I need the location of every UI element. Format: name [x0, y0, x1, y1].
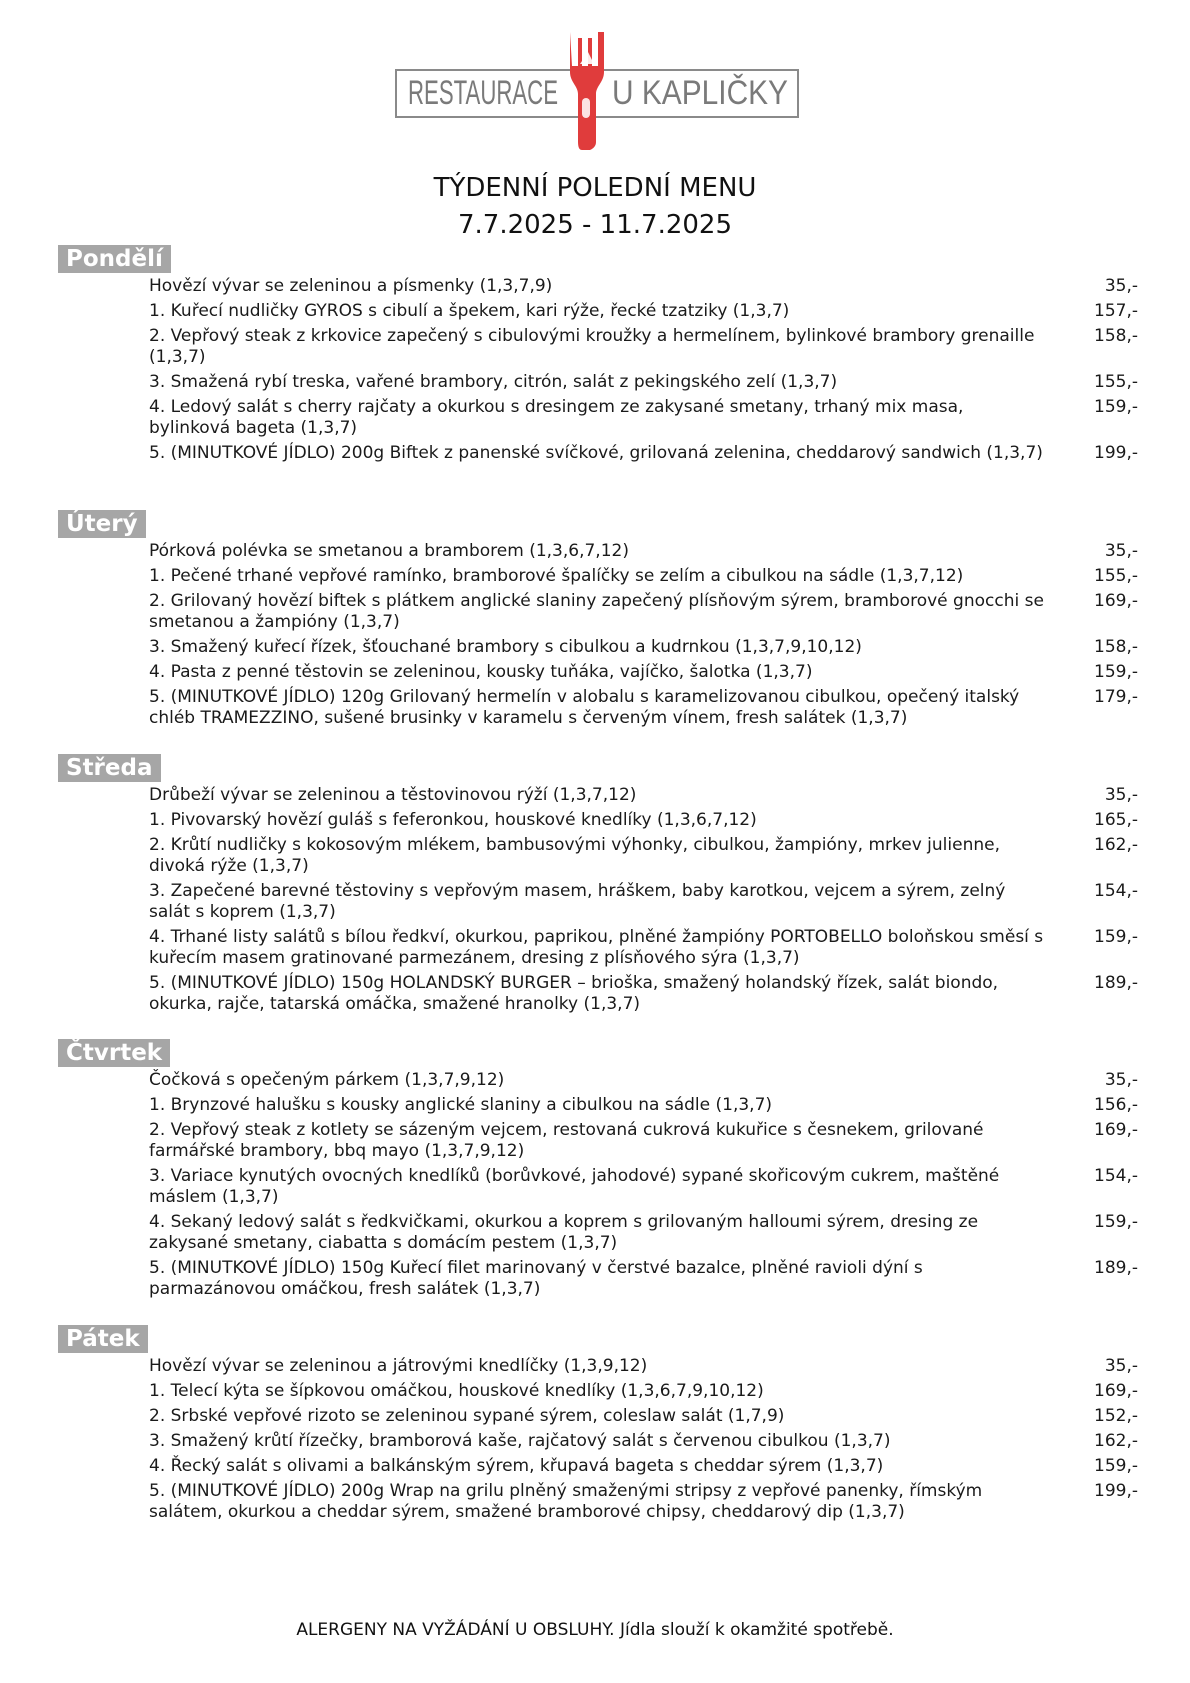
menu-item-name: 5. (MINUTKOVÉ JÍDLO) 150g Kuřecí filet marinovaný v čerstvé bazalce, plněné ravioli dýní s parmazánovou omáčkou, fresh salátek (1,3,7): [149, 1258, 923, 1299]
menu-item-price: 35,-: [1104, 785, 1138, 805]
day-label: Čtvrtek: [58, 1039, 170, 1067]
menu-item-list: [149, 1356, 1138, 1523]
menu-item-name: 1. Pivovarský hovězí guláš s feferonkou, houskové knedlíky (1,3,6,7,12): [149, 810, 757, 830]
menu-item: [149, 1481, 1138, 1523]
menu-item-price: 169,-: [1094, 1381, 1138, 1401]
day-label: Pondělí: [58, 245, 171, 273]
menu-item-name: 4. Řecký salát s olivami a balkánským sýrem, křupavá bageta s cheddar sýrem (1,3,7): [149, 1456, 884, 1476]
menu-item-name: 3. Variace kynutých ovocných knedlíků (borůvkové, jahodové) sypané skořicovým cukrem, maštěné máslem (1,3,7): [149, 1166, 1000, 1207]
menu-item-price: 154,-: [1094, 1166, 1138, 1186]
menu-item: [149, 637, 1138, 658]
menu-item-name: 3. Zapečené barevné těstoviny s vepřovým masem, hráškem, baby karotkou, vejcem a sýrem, zelný salát s koprem (1,3,7): [149, 881, 1006, 922]
menu-item-price: 199,-: [1094, 1481, 1138, 1501]
menu-item-name: 1. Brynzové halušku s kousky anglické slaniny a cibulkou na sádle (1,3,7): [149, 1095, 773, 1115]
menu-item-name: Hovězí vývar se zeleninou a písmenky (1,3,7,9): [149, 276, 553, 296]
day-section: [58, 510, 1138, 733]
menu-item-name: 4. Trhané listy salátů s bílou ředkví, okurkou, paprikou, plněné žampióny PORTOBELLO boloňskou směsí s kuřecím masem gratinované parmezánem, dresing z plísňového sýra (1,3,7): [149, 927, 1044, 968]
menu-item: [149, 1431, 1138, 1452]
menu-item-list: [149, 276, 1138, 464]
menu-item-name: 4. Ledový salát s cherry rajčaty a okurkou s dresingem ze zakysané smetany, trhaný mix masa, bylinková bageta (1,3,7): [149, 397, 964, 438]
menu-date-range: 7.7.2025 - 11.7.2025: [457, 210, 732, 240]
menu-item-price: 159,-: [1094, 662, 1138, 682]
menu-item: [149, 372, 1138, 393]
menu-item: [149, 1070, 1138, 1091]
day-section: [58, 1039, 1138, 1304]
menu-item: [149, 397, 1138, 439]
menu-item: [149, 881, 1138, 923]
menu-item-price: 35,-: [1104, 1070, 1138, 1090]
logo-text-right: U KAPLIČKY: [612, 74, 788, 112]
menu-item-name: 3. Smažený kuřecí řízek, šťouchané brambory s cibulkou a kudrnkou (1,3,7,9,10,12): [149, 637, 862, 657]
menu-item-name: 2. Grilovaný hovězí biftek s plátkem anglické slaniny zapečený plísňovým sýrem, bramborové gnocchi se smetanou a žampióny (1,3,7): [149, 591, 1044, 632]
menu-item-price: 162,-: [1094, 1431, 1138, 1451]
menu-item: [149, 1120, 1138, 1162]
menu-item: [149, 1356, 1138, 1377]
restaurant-logo: [394, 24, 804, 150]
menu-item-name: 5. (MINUTKOVÉ JÍDLO) 200g Biftek z panenské svíčkové, grilovaná zelenina, cheddarový sandwich (1,3,7): [149, 443, 1043, 463]
day-section: [58, 1325, 1138, 1527]
menu-item: [149, 835, 1138, 877]
menu-item-price: 199,-: [1094, 443, 1138, 463]
menu-item-name: 1. Pečené trhané vepřové ramínko, bramborové špalíčky se zelím a cibulkou na sádle (1,3,7,12): [149, 566, 964, 586]
logo-text-left: RESTAURACE: [408, 74, 558, 112]
menu-item: [149, 687, 1138, 729]
menu-item: [149, 326, 1138, 368]
menu-item: [149, 541, 1138, 562]
day-section: [58, 245, 1138, 468]
menu-item-list: [149, 1070, 1138, 1300]
menu-item: [149, 1406, 1138, 1427]
menu-item-price: 154,-: [1094, 881, 1138, 901]
menu-item-price: 35,-: [1104, 276, 1138, 296]
menu-item: [149, 810, 1138, 831]
menu-item-name: 3. Smažený krůtí řízečky, bramborová kaše, rajčatový salát s červenou cibulkou (1,3,7): [149, 1431, 891, 1451]
menu-title-line1: TÝDENNÍ POLEDNÍ MENU: [433, 173, 757, 203]
menu-item: [149, 591, 1138, 633]
menu-item-price: 156,-: [1094, 1095, 1138, 1115]
menu-item-price: 35,-: [1104, 541, 1138, 561]
menu-item-price: 169,-: [1094, 1120, 1138, 1140]
menu-item-name: 5. (MINUTKOVÉ JÍDLO) 150g HOLANDSKÝ BURGER – brioška, smažený holandský řízek, salát biondo, okurka, rajče, tatarská omáčka, smažené hranolky (1,3,7): [149, 973, 999, 1014]
menu-item-name: 5. (MINUTKOVÉ JÍDLO) 200g Wrap na grilu plněný smaženými stripsy z vepřové panenky, římským salátem, okurkou a cheddar sýrem, smažené bramborové chipsy, cheddarový dip (1,3,7): [149, 1481, 983, 1522]
menu-item-list: [149, 541, 1138, 729]
menu-item-price: 155,-: [1094, 566, 1138, 586]
menu-item-name: 2. Krůtí nudličky s kokosovým mlékem, bambusovými výhonky, cibulkou, žampióny, mrkev julienne, divoká rýže (1,3,7): [149, 835, 1000, 876]
allergen-footer-note: ALERGENY NA VYŽÁDÁNÍ U OBSLUHY. Jídla slouží k okamžité spotřebě.: [296, 1620, 894, 1640]
menu-item-price: 152,-: [1094, 1406, 1138, 1426]
menu-item: [149, 1381, 1138, 1402]
menu-item: [149, 1166, 1138, 1208]
day-label: Středa: [58, 754, 161, 782]
menu-item-name: 2. Srbské vepřové rizoto se zeleninou sypané sýrem, coleslaw salát (1,7,9): [149, 1406, 785, 1426]
menu-item-name: 3. Smažená rybí treska, vařené brambory, citrón, salát z pekingského zelí (1,3,7): [149, 372, 838, 392]
menu-item-price: 189,-: [1094, 973, 1138, 993]
menu-item-price: 158,-: [1094, 326, 1138, 346]
logo-graphic: [394, 24, 804, 150]
menu-item: [149, 301, 1138, 322]
menu-item: [149, 443, 1138, 464]
menu-item: [149, 662, 1138, 683]
menu-item: [149, 1258, 1138, 1300]
day-label: Úterý: [58, 510, 146, 538]
fork-chapel-icon: [570, 32, 604, 150]
menu-item-price: 159,-: [1094, 397, 1138, 417]
menu-item: [149, 1095, 1138, 1116]
menu-item-name: 4. Sekaný ledový salát s ředkvičkami, okurkou a koprem s grilovaným halloumi sýrem, dresing ze zakysané smetany, ciabatta s domácím pestem (1,3,7): [149, 1212, 979, 1253]
menu-item-price: 169,-: [1094, 591, 1138, 611]
menu-item-name: Hovězí vývar se zeleninou a játrovými knedlíčky (1,3,9,12): [149, 1356, 648, 1376]
menu-item-price: 159,-: [1094, 927, 1138, 947]
menu-item: [149, 1456, 1138, 1477]
menu-item-name: 1. Telecí kýta se šípkovou omáčkou, houskové knedlíky (1,3,6,7,9,10,12): [149, 1381, 764, 1401]
menu-item-price: 158,-: [1094, 637, 1138, 657]
menu-item-name: 5. (MINUTKOVÉ JÍDLO) 120g Grilovaný hermelín v alobalu s karamelizovanou cibulkou, opečený italský chléb TRAMEZZINO, sušené brusinky v karamelu s červeným vínem, fresh salátek (1,3,7): [149, 687, 1020, 728]
menu-item: [149, 927, 1138, 969]
menu-item-price: 159,-: [1094, 1212, 1138, 1232]
menu-item: [149, 276, 1138, 297]
menu-item-price: 155,-: [1094, 372, 1138, 392]
menu-title: [0, 170, 1190, 244]
menu-item-list: [149, 785, 1138, 1015]
menu-item: [149, 785, 1138, 806]
menu-item-name: 1. Kuřecí nudličky GYROS s cibulí a špekem, kari rýže, řecké tzatziky (1,3,7): [149, 301, 790, 321]
menu-item-price: 189,-: [1094, 1258, 1138, 1278]
menu-item-price: 35,-: [1104, 1356, 1138, 1376]
menu-item-price: 179,-: [1094, 687, 1138, 707]
day-label: Pátek: [58, 1325, 148, 1353]
menu-item-name: 2. Vepřový steak z kotlety se sázeným vejcem, restovaná cukrová kukuřice s česnekem, grilované farmářské brambory, bbq mayo (1,3,7,9,12): [149, 1120, 984, 1161]
menu-item-price: 157,-: [1094, 301, 1138, 321]
menu-item-name: 4. Pasta z penné těstovin se zeleninou, kousky tuňáka, vajíčko, šalotka (1,3,7): [149, 662, 813, 682]
menu-item: [149, 973, 1138, 1015]
menu-item-name: Drůbeží vývar se zeleninou a těstovinovou rýží (1,3,7,12): [149, 785, 637, 805]
day-section: [58, 754, 1138, 1019]
menu-item: [149, 1212, 1138, 1254]
menu-item-name: 2. Vepřový steak z krkovice zapečený s cibulovými kroužky a hermelínem, bylinkové brambory grenaille (1,3,7): [149, 326, 1035, 367]
menu-item-price: 159,-: [1094, 1456, 1138, 1476]
menu-item-name: Čočková s opečeným párkem (1,3,7,9,12): [149, 1070, 505, 1090]
menu-item: [149, 566, 1138, 587]
menu-item-price: 162,-: [1094, 835, 1138, 855]
menu-item-price: 165,-: [1094, 810, 1138, 830]
menu-item-name: Pórková polévka se smetanou a bramborem (1,3,6,7,12): [149, 541, 629, 561]
